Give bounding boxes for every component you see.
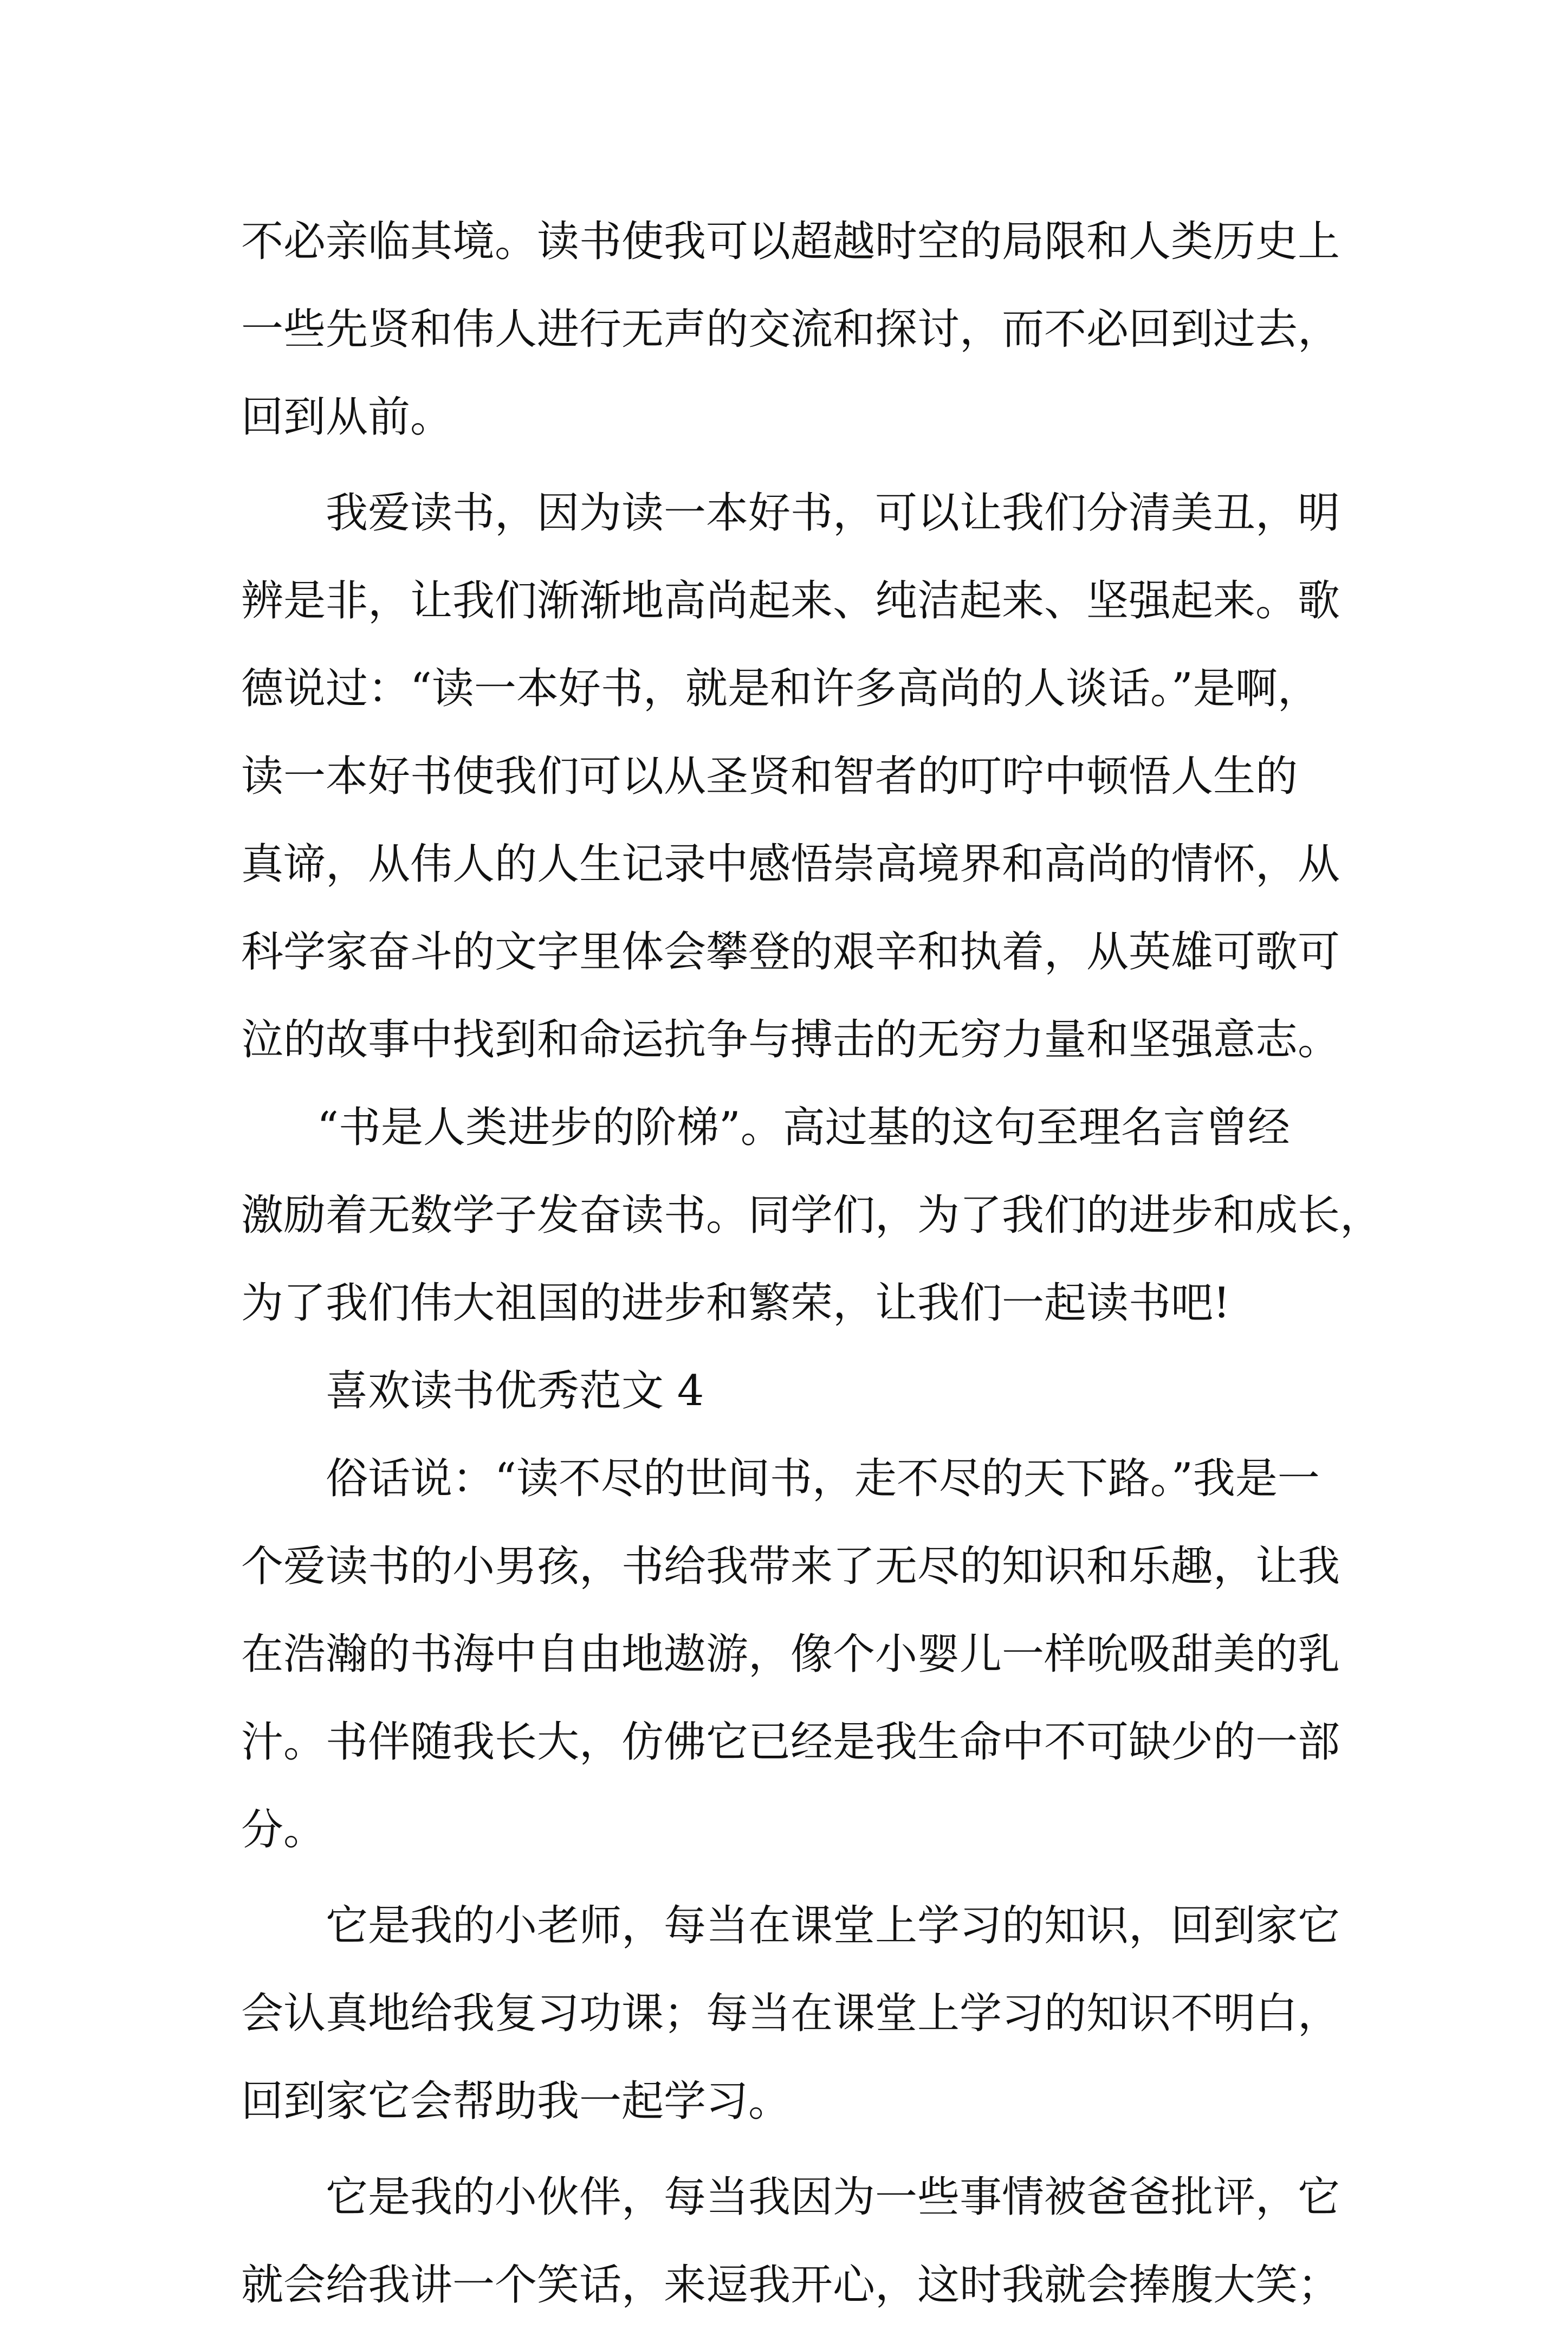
text-line: 激励着无数学子发奋读书。同学们，为了我们的进步和成长，: [241, 1191, 1383, 1240]
text-line: 科学家奋斗的文字里体会攀登的艰辛和执着，从英雄可歌可: [241, 928, 1340, 976]
text-line: 德说过：“读一本好书，就是和许多高尚的人谈话。”是啊，: [241, 664, 1320, 713]
paragraph-first-line: “书是人类进步的阶梯”。高过基的这句至理名言曾经: [317, 1103, 1290, 1152]
text-line: 回到家它会帮助我一起学习。: [241, 2077, 791, 2126]
text-line: 读一本好书使我们可以从圣贤和智者的叮咛中顿悟人生的: [241, 752, 1298, 801]
text-line: 真谛，从伟人的人生记录中感悟崇高境界和高尚的情怀，从: [241, 840, 1340, 889]
text-line: 就会给我讲一个笑话，来逗我开心，这时我就会捧腹大笑；: [241, 2261, 1340, 2309]
paragraph-first-line: 它是我的小伙伴，每当我因为一些事情被爸爸批评，它: [326, 2173, 1340, 2222]
text-line: 在浩瀚的书海中自由地遨游，像个小婴儿一样吮吸甜美的乳: [241, 1630, 1340, 1679]
text-line: 汁。书伴随我长大，仿佛它已经是我生命中不可缺少的一部: [241, 1718, 1340, 1767]
section-heading: 喜欢读书优秀范文 4: [326, 1367, 704, 1415]
text-line: 为了我们伟大祖国的进步和繁荣，让我们一起读书吧!: [241, 1279, 1230, 1328]
paragraph-first-line: 我爱读书，因为读一本好书，可以让我们分清美丑，明: [326, 489, 1340, 538]
text-line: 不必亲临其境。读书使我可以超越时空的局限和人类历史上: [241, 217, 1340, 266]
text-line: 泣的故事中找到和命运抗争与搏击的无穷力量和坚强意志。: [241, 1015, 1340, 1064]
paragraph-first-line: 俗话说：“读不尽的世间书，走不尽的天下路。”我是一: [326, 1454, 1320, 1503]
article-body: [241, 198, 1383, 2329]
text-line: 回到从前。: [241, 393, 453, 442]
text-line: 个爱读书的小男孩，书给我带来了无尽的知识和乐趣，让我: [241, 1542, 1340, 1591]
text-line: 一些先贤和伟人进行无声的交流和探讨，而不必回到过去，: [241, 305, 1340, 354]
paragraph-first-line: 它是我的小老师，每当在课堂上学习的知识，回到家它: [326, 1901, 1340, 1950]
text-line: 会认真地给我复习功课；每当在课堂上学习的知识不明白，: [241, 1989, 1340, 2038]
text-line: 辨是非，让我们渐渐地高尚起来、纯洁起来、坚强起来。歌: [241, 577, 1340, 625]
text-line: 分。: [241, 1806, 326, 1854]
